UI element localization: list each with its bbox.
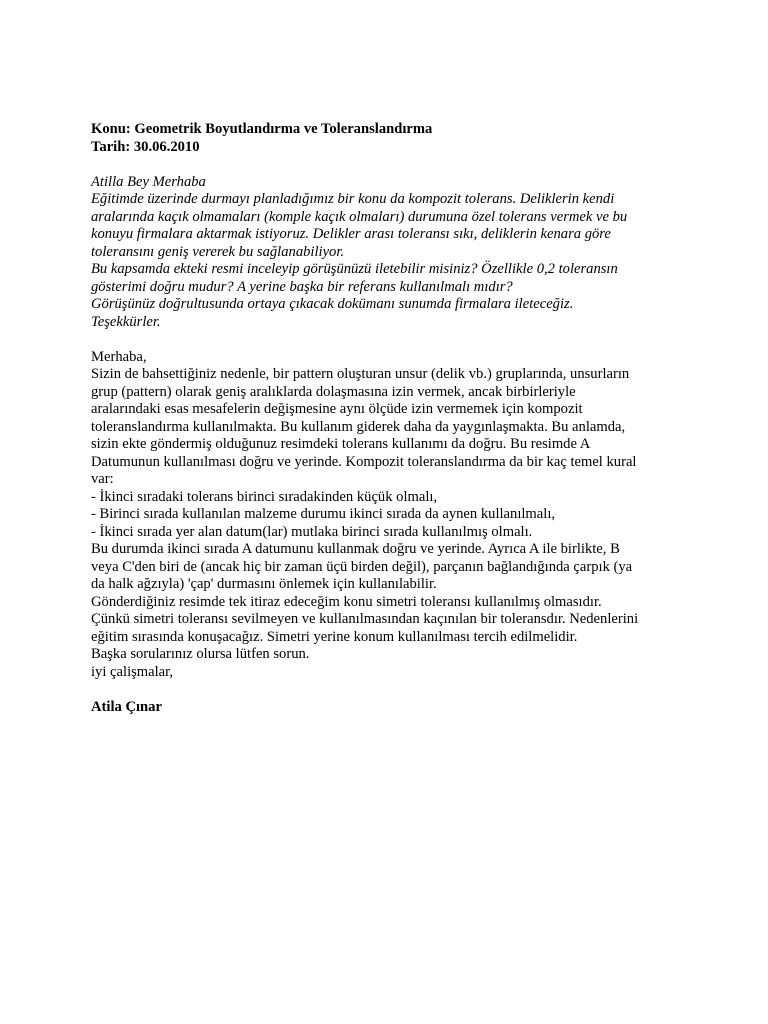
question-line: toleransını geniş vererek bu sağlanabiliyor. bbox=[91, 243, 345, 260]
question-line: Görüşünüz doğrultusunda ortaya çıkacak dokümanı sunumda firmalara ileteceğiz. bbox=[91, 296, 574, 312]
answer-line: da halk ağzıyla) 'çap' durmasını önlemek için kullanılabilir. bbox=[91, 576, 437, 592]
answer-list-item: - İkinci sıradaki tolerans birinci sıradakinden küçük olmalı, bbox=[91, 488, 438, 505]
question-greeting: Atilla Bey Merhaba bbox=[91, 173, 206, 190]
subject-line: Konu: Geometrik Boyutlandırma ve Toleranslandırma bbox=[91, 121, 433, 137]
question-block bbox=[91, 174, 681, 332]
letter-body bbox=[91, 121, 681, 716]
spacer bbox=[91, 156, 681, 174]
answer-block bbox=[91, 349, 681, 717]
answer-line: eğitim sırasında konuşacağız. Simetri yerine konum kullanılması tercih edilmelidir. bbox=[91, 628, 578, 645]
answer-closing: iyi çalişmalar, bbox=[91, 663, 174, 680]
question-line: gösterimi doğru mudur? A yerine başka bir referans kullanılmalı mıdır? bbox=[91, 278, 513, 295]
answer-line: Gönderdiğiniz resimde tek itiraz edeceğim konu simetri toleransı kullanılmış olmasıdır. bbox=[91, 593, 602, 610]
answer-line: Datumunun kullanılması doğru ve yerinde. Kompozit toleranslandırma da bir kaç temel kural bbox=[91, 453, 637, 470]
answer-list-item: - İkinci sırada yer alan datum(lar) mutlaka birinci sırada kullanılmış olmalı. bbox=[91, 523, 533, 540]
answer-line: sizin ekte göndermiş olduğunuz resimdeki tolerans kullanımı da doğru. Bu resimde A bbox=[91, 436, 591, 452]
answer-greeting: Merhaba, bbox=[91, 348, 147, 365]
question-line: konuyu firmalara aktarmak istiyoruz. Delikler arası toleransı sıkı, deliklerin kenara göre bbox=[91, 226, 611, 242]
spacer bbox=[91, 331, 681, 349]
question-line: Teşekkürler. bbox=[91, 313, 161, 330]
answer-line: toleranslandırma kullanılmakta. Bu kullanım giderek daha da yaygınlaşmakta. Bu anlamda, bbox=[91, 418, 626, 435]
answer-line: grup (pattern) olarak geniş aralıklarda dolaşmasına izin vermek, ancak birbirleriyle bbox=[91, 383, 576, 400]
answer-line: aralarındaki esas mesafelerin değişmesine aynı ölçüde izin vermemek için kompozit bbox=[91, 401, 583, 417]
question-line: Eğitimde üzerinde durmayı planladığımız bir konu da kompozit tolerans. Deliklerin kendi bbox=[91, 191, 615, 207]
answer-line: Çünkü simetri toleransı sevilmeyen ve kullanılmasından kaçınılan bir toleransdır. Nedenlerini bbox=[91, 611, 639, 627]
answer-line: Sizin de bahsettiğiniz nedenle, bir pattern oluşturan unsur (delik vb.) gruplarında, unsurların bbox=[91, 366, 630, 382]
signature: Atila Çınar bbox=[91, 698, 162, 715]
question-line: aralarında kaçık olmamaları (komple kaçık olmaları) durumuna özel tolerans vermek ve bu bbox=[91, 208, 628, 225]
question-line: Bu kapsamda ekteki resmi inceleyip görüşünüzü iletebilir misiniz? Özellikle 0,2 toleransın bbox=[91, 261, 618, 277]
answer-line: Bu durumda ikinci sırada A datumunu kullanmak doğru ve yerinde. Ayrıca A ile birlikte, B bbox=[91, 541, 620, 557]
answer-list-item: - Birinci sırada kullanılan malzeme durumu ikinci sırada da aynen kullanılmalı, bbox=[91, 506, 556, 522]
answer-line: veya C'den biri de (ancak hiç bir zaman üçü birden değil), parçanın bağlandığında çarpık (ya bbox=[91, 558, 633, 575]
date-line: Tarih: 30.06.2010 bbox=[91, 138, 200, 155]
answer-line: var: bbox=[91, 471, 114, 487]
answer-line: Başka sorularınız olursa lütfen sorun. bbox=[91, 646, 310, 662]
spacer bbox=[91, 681, 681, 699]
